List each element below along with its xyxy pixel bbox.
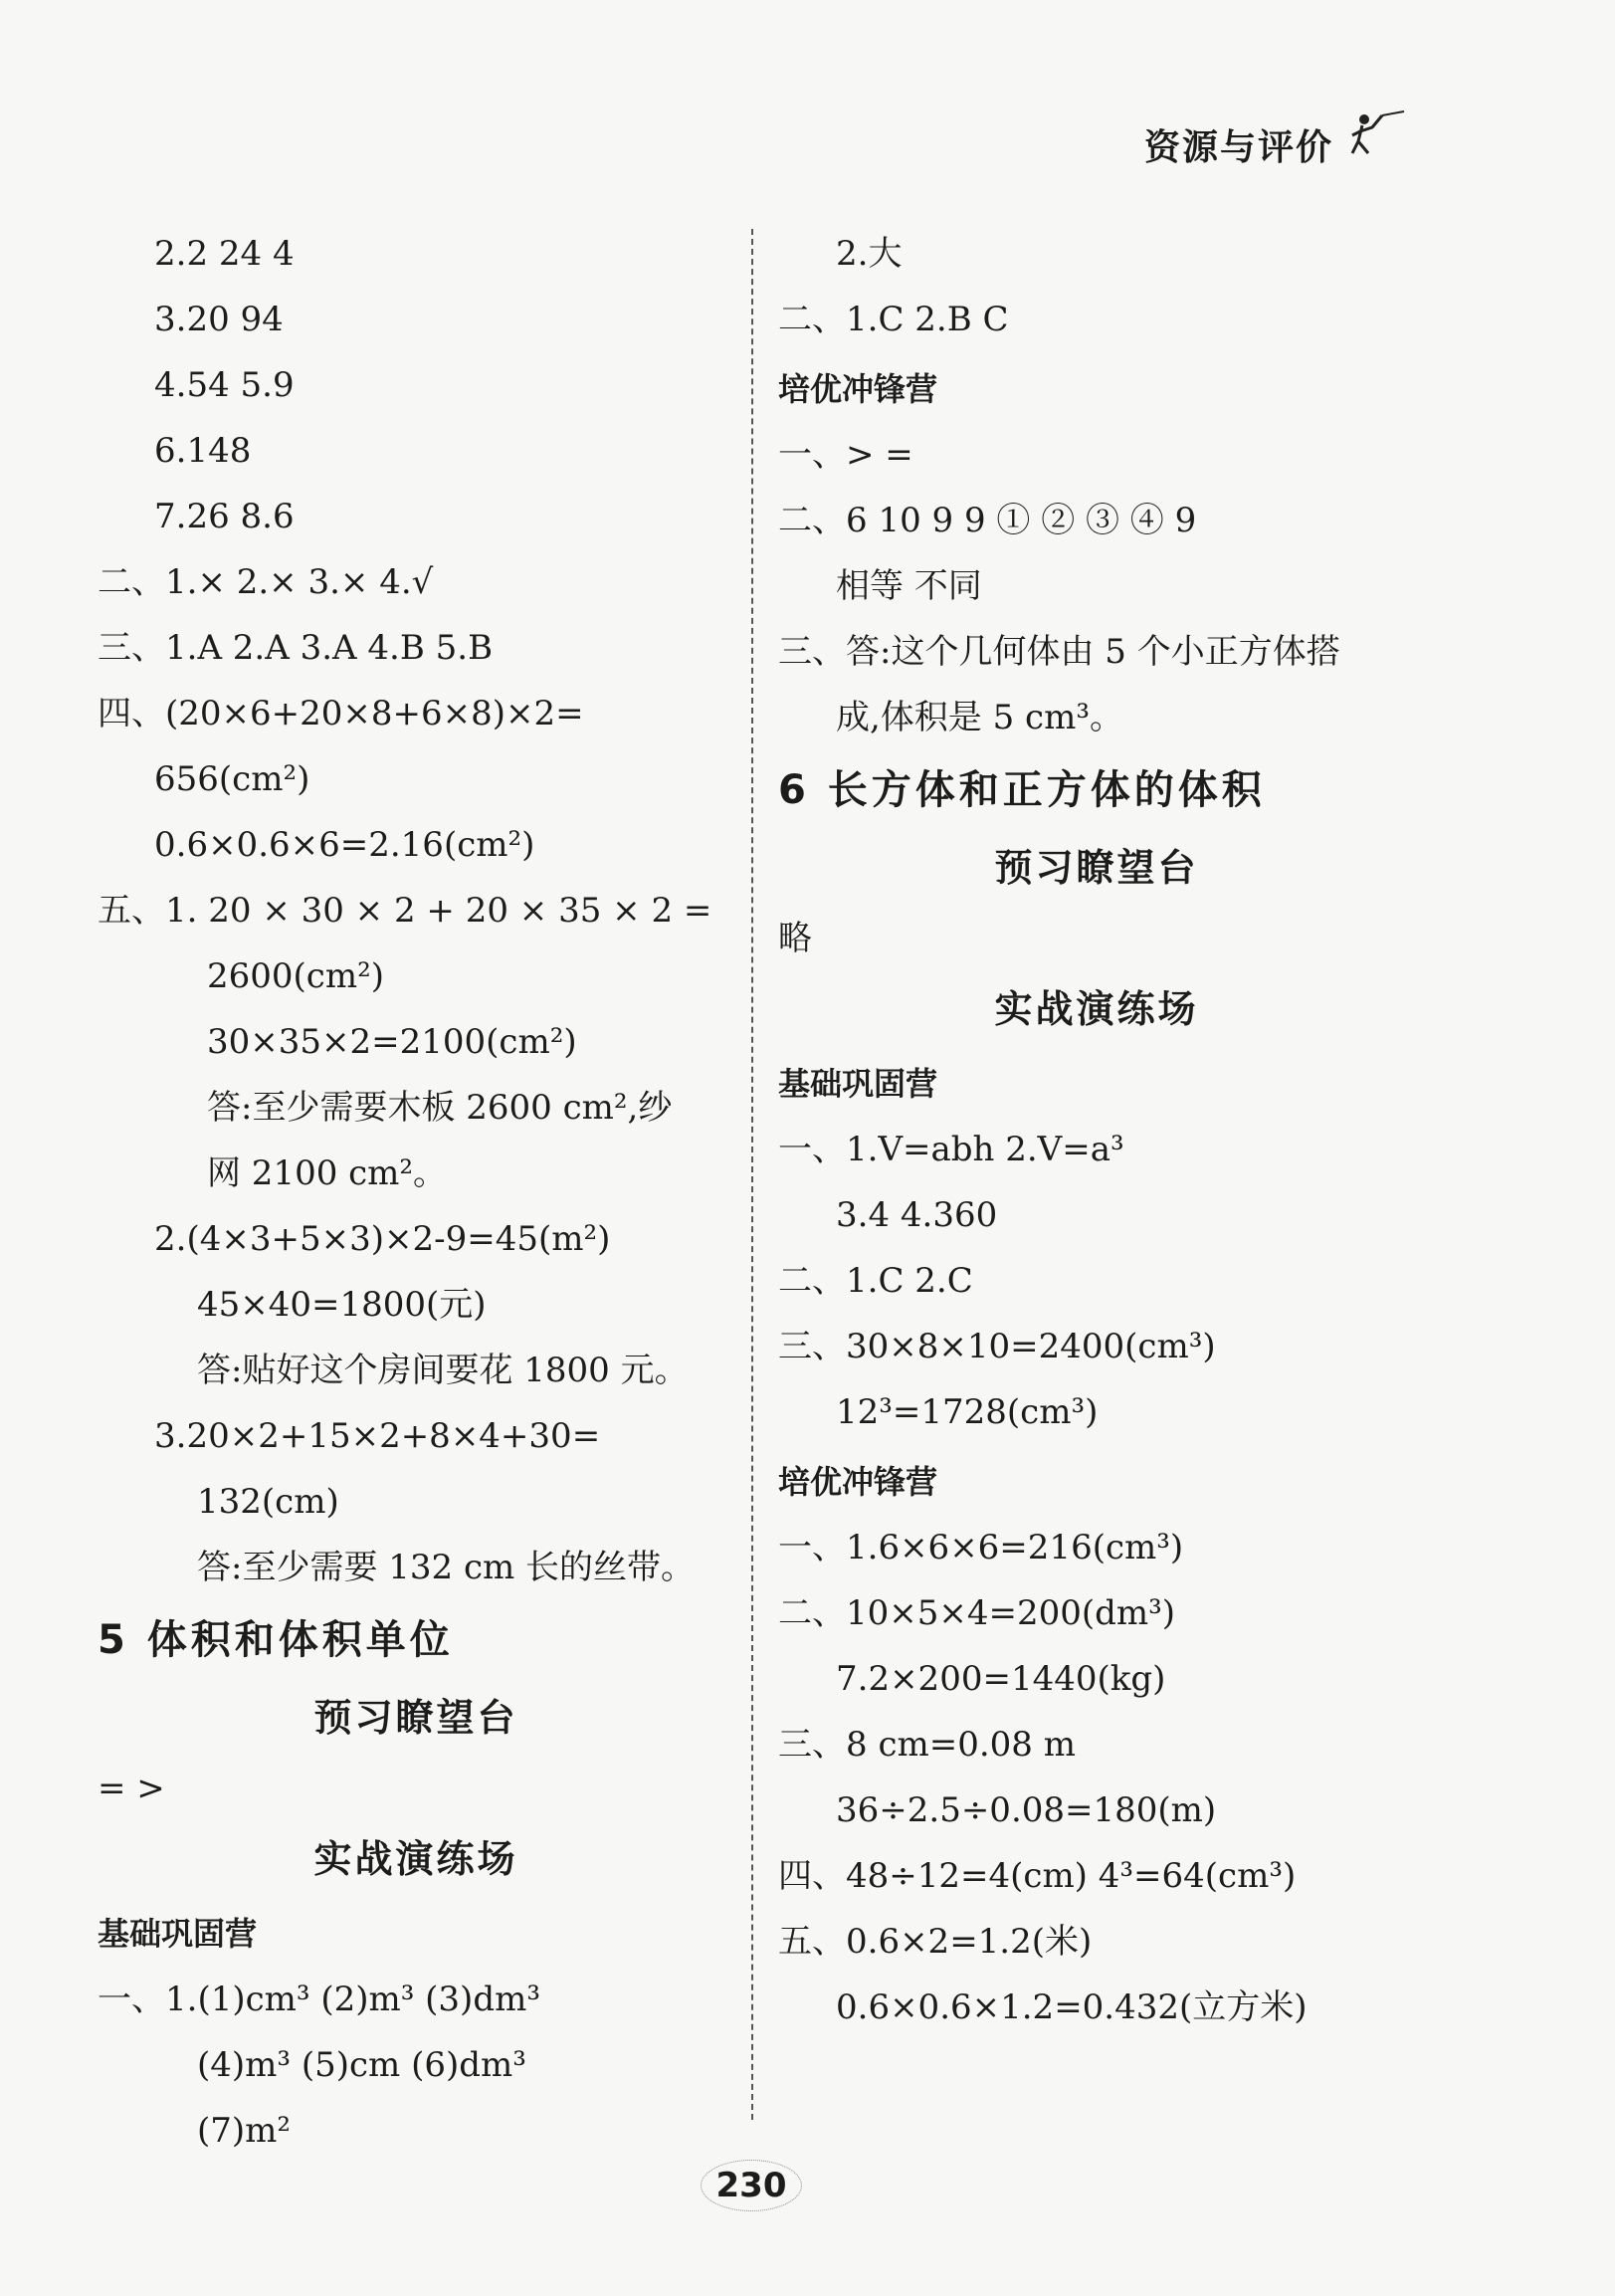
answer-line: 4.54 5.9 (154, 365, 295, 405)
subsection-title: 实战演练场 (313, 1837, 518, 1881)
answer-line: 3.4 4.360 (836, 1195, 998, 1235)
subsection-title: 实战演练场 (994, 987, 1199, 1031)
answer-line: 7.2×200=1440(kg) (836, 1659, 1166, 1699)
subsection-title: 预习瞭望台 (994, 846, 1199, 890)
answer-line: 一、1.V=abh 2.V=a³ (778, 1130, 1124, 1169)
answer-line: 36÷2.5÷0.08=180(m) (836, 1790, 1217, 1830)
page-number: 230 (701, 2160, 802, 2211)
category-heading: 培优冲锋营 (778, 370, 938, 408)
answer-line: 相等 不同 (836, 566, 982, 606)
answer-line: 略 (778, 919, 812, 958)
answer-line: 二、6 10 9 9 ① ② ③ ④ 9 (778, 501, 1197, 540)
answer-line: 0.6×0.6×6=2.16(cm²) (154, 825, 535, 865)
answer-line: 30×35×2=2100(cm²) (207, 1022, 577, 1062)
section-title: 6 长方体和正方体的体积 (778, 767, 1266, 813)
running-figure-icon (1348, 109, 1408, 159)
answer-line: 答:至少需要木板 2600 cm²,纱 (207, 1088, 673, 1128)
answer-line: = > (98, 1769, 165, 1808)
answer-line: 四、(20×6+20×8+6×8)×2= (98, 694, 584, 733)
answer-line: 五、0.6×2=1.2(米) (778, 1922, 1093, 1962)
answer-line: 四、48÷12=4(cm) 4³=64(cm³) (778, 1856, 1297, 1896)
answer-line: 成,体积是 5 cm³。 (836, 698, 1123, 737)
answer-line: 五、1. 20 × 30 × 2 + 20 × 35 × 2 = (98, 891, 712, 931)
answer-line: 答:至少需要 132 cm 长的丝带。 (197, 1548, 696, 1587)
category-heading: 基础巩固营 (778, 1065, 938, 1103)
answer-line: 45×40=1800(元) (197, 1285, 487, 1325)
column-divider (751, 229, 753, 2120)
answer-line: 7.26 8.6 (154, 497, 295, 536)
right-column (778, 221, 1415, 2040)
answer-line: 2.大 (836, 234, 903, 274)
answer-line: 一、1.6×6×6=216(cm³) (778, 1528, 1184, 1567)
section-title: 5 体积和体积单位 (98, 1617, 454, 1663)
answer-line: 132(cm) (197, 1482, 339, 1522)
answer-line: 二、1.× 2.× 3.× 4.√ (98, 562, 434, 602)
answer-line: 3.20 94 (154, 300, 284, 339)
answer-line: 二、10×5×4=200(dm³) (778, 1593, 1176, 1633)
answer-line: 一、1.(1)cm³ (2)m³ (3)dm³ (98, 1980, 540, 2019)
answer-line: 3.20×2+15×2+8×4+30= (154, 1416, 601, 1456)
answer-line: 三、8 cm=0.08 m (778, 1725, 1076, 1765)
answer-line: (4)m³ (5)cm (6)dm³ (197, 2045, 526, 2085)
answer-line: 2600(cm²) (207, 956, 384, 996)
category-heading: 培优冲锋营 (778, 1463, 938, 1501)
category-heading: 基础巩固营 (98, 1915, 258, 1953)
answer-line: 12³=1728(cm³) (836, 1392, 1099, 1432)
subsection-title: 预习瞭望台 (313, 1696, 518, 1740)
left-column (98, 221, 734, 2164)
answer-line: 2.(4×3+5×3)×2-9=45(m²) (154, 1219, 611, 1259)
answer-line: (7)m² (197, 2111, 292, 2151)
answer-line: 二、1.C 2.C (778, 1261, 973, 1301)
answer-line: 2.2 24 4 (154, 234, 295, 274)
answer-line: 656(cm²) (154, 759, 310, 799)
answer-line: 0.6×0.6×1.2=0.432(立方米) (836, 1987, 1308, 2027)
answer-line: 三、1.A 2.A 3.A 4.B 5.B (98, 628, 494, 668)
header-title: 资源与评价 (1144, 127, 1334, 168)
page-header (1144, 119, 1333, 170)
answer-line: 二、1.C 2.B C (778, 300, 1009, 339)
answer-line: 答:贴好这个房间要花 1800 元。 (197, 1351, 689, 1390)
answer-line: 6.148 (154, 431, 252, 471)
answer-line: 三、答:这个几何体由 5 个小正方体搭 (778, 632, 1340, 672)
answer-line: 三、30×8×10=2400(cm³) (778, 1327, 1216, 1366)
answer-line: 网 2100 cm²。 (207, 1153, 448, 1193)
answer-line: 一、> = (778, 435, 913, 475)
